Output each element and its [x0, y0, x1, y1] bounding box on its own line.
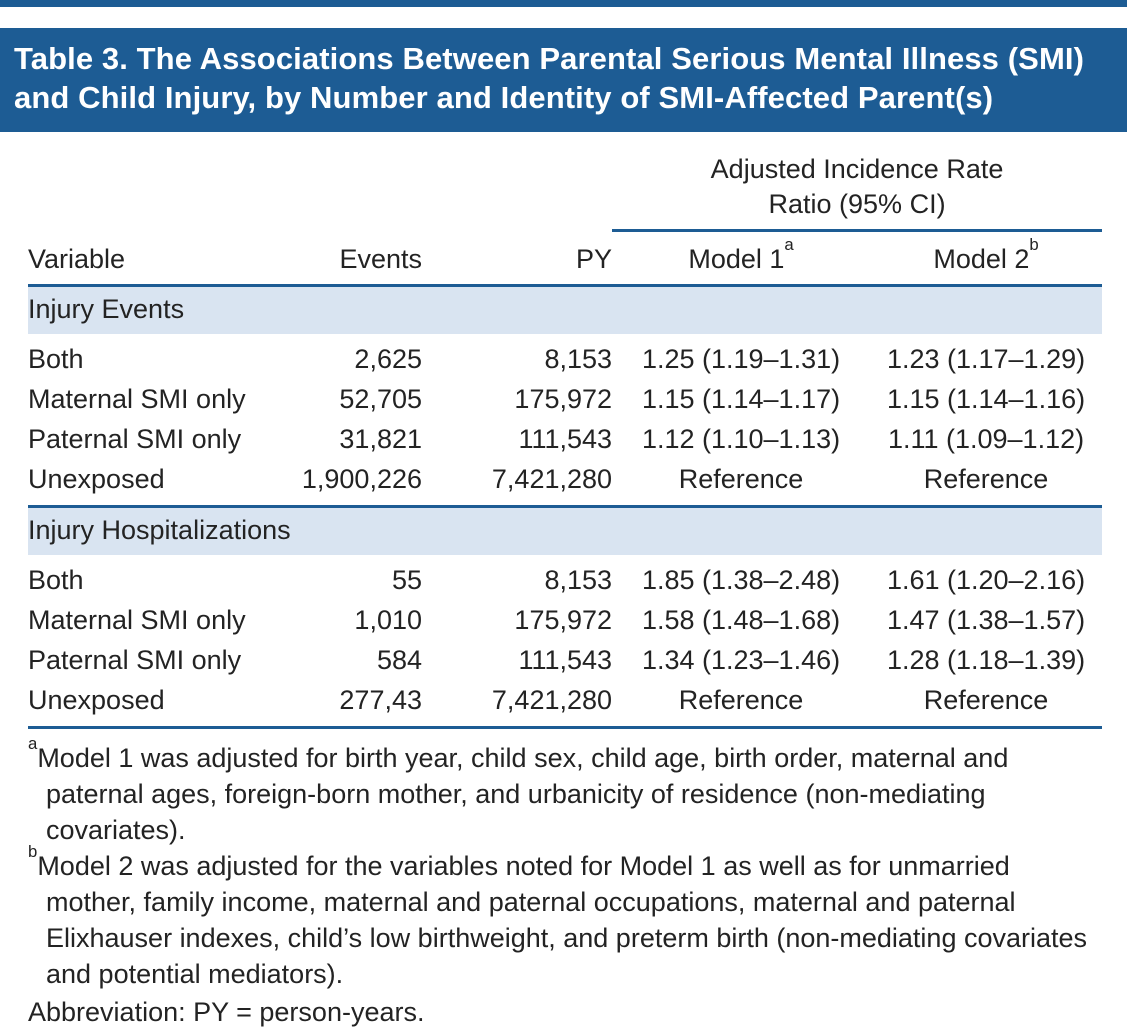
- section-header: Injury Events: [28, 286, 1102, 335]
- data-table: [28, 152, 1102, 729]
- cell-events: 1,900,226: [301, 464, 422, 495]
- col-header-events: Events: [300, 231, 422, 286]
- table-row: [28, 380, 1102, 420]
- cell-events: 55: [391, 565, 422, 596]
- cell-events: 52,705: [339, 384, 422, 415]
- model2-label: Model 2: [933, 244, 1030, 275]
- cell-model1: 1.85 (1.38–2.48): [641, 565, 841, 596]
- section-header: Injury Hospitalizations: [28, 507, 1102, 556]
- footnote-a: [28, 733, 1102, 849]
- cell-variable: Unexposed: [28, 681, 300, 728]
- cell-py: 8,153: [544, 565, 613, 596]
- cell-variable: Maternal SMI only: [28, 605, 246, 636]
- cell-events: 1,010: [354, 605, 422, 636]
- abbreviation-note: Abbreviation: PY = person-years.: [28, 996, 425, 1027]
- cell-variable: Both: [28, 344, 84, 375]
- cell-variable: Unexposed: [28, 464, 165, 495]
- table-content: [0, 152, 1127, 1036]
- cell-model2: 1.23 (1.17–1.29): [886, 344, 1086, 375]
- model1-footnote-marker: a: [784, 234, 794, 254]
- cell-model1: 1.15 (1.14–1.17): [641, 384, 841, 415]
- cell-py: 7,421,280: [491, 464, 613, 495]
- cell-py: 111,543: [518, 645, 613, 676]
- cell-variable: Both: [28, 565, 84, 596]
- cell-model1: 1.34 (1.23–1.46): [641, 645, 841, 676]
- section-row-injury-hospitalizations: [28, 507, 1102, 556]
- footnote-a-marker: a: [28, 733, 38, 753]
- table-row: [28, 460, 1102, 507]
- cell-model2: Reference: [923, 464, 1049, 495]
- model2-footnote-marker: b: [1029, 234, 1039, 254]
- top-border-rule: [0, 0, 1127, 7]
- table-row: [28, 555, 1102, 601]
- footnote-b-text: Model 2 was adjusted for the variables noted for Model 1 as well as for unmarried mother, family income, maternal and paternal occupations, maternal and paternal Elixhauser indexes, child’s low birthweight, and preterm birth (non-mediating covariates and potential mediators).: [37, 850, 1088, 989]
- cell-events: 584: [376, 645, 422, 676]
- section-row-injury-events: [28, 286, 1102, 335]
- cell-variable: Paternal SMI only: [28, 424, 242, 455]
- cell-variable: Paternal SMI only: [28, 645, 242, 676]
- footnotes: [28, 733, 1102, 1030]
- cell-model2: 1.11 (1.09–1.12): [887, 424, 1085, 455]
- cell-events: 2,625: [354, 344, 422, 375]
- cell-model2: 1.15 (1.14–1.16): [886, 384, 1086, 415]
- cell-model1: 1.12 (1.10–1.13): [641, 424, 841, 455]
- table-title: Table 3. The Associations Between Parental Serious Mental Illness (SMI) and Child Injury, by Number and Identity of SMI-Affected Parent(s): [0, 28, 1127, 132]
- spanner-row: [28, 152, 1102, 231]
- col-header-py: PY: [422, 231, 612, 286]
- col-header-model2: [870, 231, 1102, 286]
- spanner-header: [612, 152, 1102, 231]
- column-header-row: [28, 231, 1102, 286]
- col-header-model1: [612, 231, 870, 286]
- cell-model1: Reference: [678, 464, 804, 495]
- cell-model1: 1.58 (1.48–1.68): [641, 605, 841, 636]
- cell-variable: Maternal SMI only: [28, 384, 246, 415]
- cell-py: 175,972: [514, 605, 613, 636]
- cell-py: 7,421,280: [422, 681, 612, 728]
- footnote-b-marker: b: [28, 841, 38, 861]
- col-header-variable: Variable: [28, 231, 300, 286]
- spanner-label: Adjusted Incidence Rate Ratio (95% CI): [710, 154, 1004, 219]
- footnote-b: [28, 841, 1102, 993]
- table-row: [28, 601, 1102, 641]
- cell-events: 31,821: [339, 424, 422, 455]
- table-row: [28, 420, 1102, 460]
- footnote-a-text: Model 1 was adjusted for birth year, child sex, child age, birth order, maternal and paternal ages, foreign-born mother, and urbanicity of residence (non-mediating covariates).: [37, 743, 1009, 845]
- cell-model2: 1.28 (1.18–1.39): [886, 645, 1086, 676]
- cell-model1: 1.25 (1.19–1.31): [641, 344, 841, 375]
- cell-py: 111,543: [518, 424, 613, 455]
- table-row: [28, 681, 1102, 728]
- spanner-spacer: [28, 152, 612, 231]
- model1-label: Model 1: [688, 244, 785, 275]
- cell-events: 277,43: [300, 681, 422, 728]
- table-row: [28, 334, 1102, 380]
- cell-model2: 1.47 (1.38–1.57): [886, 605, 1086, 636]
- table-row: [28, 641, 1102, 681]
- cell-py: 175,972: [514, 384, 613, 415]
- cell-model2: 1.61 (1.20–2.16): [886, 565, 1086, 596]
- cell-py: 8,153: [544, 344, 613, 375]
- cell-model2: Reference: [870, 681, 1102, 728]
- cell-model1: Reference: [612, 681, 870, 728]
